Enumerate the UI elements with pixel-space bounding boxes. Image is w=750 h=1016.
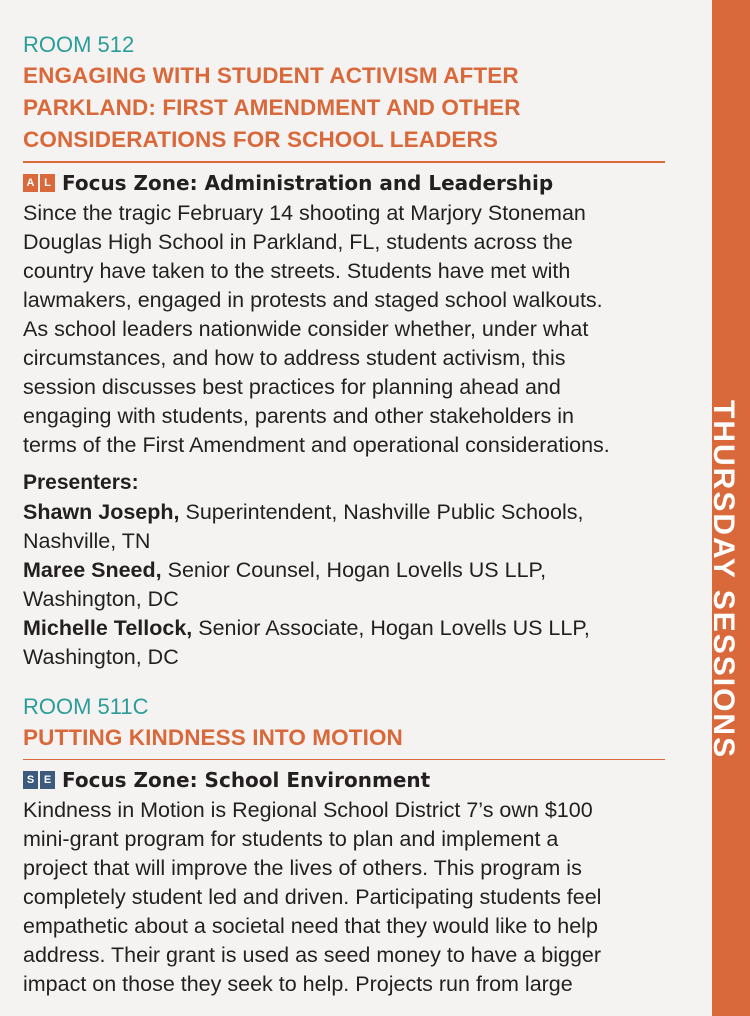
description-line: project that will improve the lives of others. This program is bbox=[23, 856, 582, 880]
section-divider bbox=[23, 161, 665, 163]
focus-zone-label: Focus Zone: Administration and Leadership bbox=[62, 170, 554, 195]
session-title bbox=[23, 60, 673, 156]
presenter-name: Shawn Joseph, bbox=[23, 499, 180, 524]
side-tab-text bbox=[707, 400, 750, 780]
room-label: ROOM 512 bbox=[23, 32, 135, 57]
focus-zone bbox=[23, 766, 673, 794]
session-title bbox=[23, 722, 673, 754]
session-description bbox=[23, 796, 673, 999]
presenter-role: Senior Associate, Hogan Lovells US LLP, bbox=[192, 615, 590, 640]
description-line: mini-grant program for students to plan and implement a bbox=[23, 827, 559, 851]
description-line: address. Their grant is used as seed money to have a bigger bbox=[23, 943, 602, 967]
presenter-line bbox=[23, 556, 673, 585]
title-line: PUTTING KINDNESS INTO MOTION bbox=[23, 724, 403, 750]
badge-letter: L bbox=[40, 174, 55, 192]
presenter-location: Washington, DC bbox=[23, 586, 179, 611]
presenters-heading: Presenters: bbox=[23, 470, 139, 494]
badge-letter: A bbox=[23, 174, 38, 192]
description-line: country have taken to the streets. Students have met with bbox=[23, 258, 571, 283]
school-environment-icon bbox=[23, 771, 57, 789]
presenter-role: Senior Counsel, Hogan Lovells US LLP, bbox=[161, 557, 547, 582]
presenter-line bbox=[23, 614, 673, 643]
presenter-entry bbox=[23, 556, 673, 614]
focus-zone-label: Focus Zone: School Environment bbox=[62, 768, 431, 792]
room-label: ROOM 511C bbox=[23, 693, 149, 719]
description-line: Since the tragic February 14 shooting at Marjory Stoneman bbox=[23, 200, 586, 225]
description-line: As school leaders nationwide consider whether, under what bbox=[23, 316, 589, 341]
side-tab-label: THURSDAY SESSIONS bbox=[707, 400, 740, 760]
presenter-entry bbox=[23, 498, 673, 556]
session-description bbox=[23, 199, 673, 460]
title-line: PARKLAND: FIRST AMENDMENT AND OTHER bbox=[23, 95, 521, 120]
description-line: terms of the First Amendment and operational considerations. bbox=[23, 432, 610, 457]
presenter-location: Nashville, TN bbox=[23, 528, 151, 553]
presenter-role: Superintendent, Nashville Public Schools, bbox=[179, 499, 584, 524]
badge-letter: S bbox=[23, 771, 38, 789]
description-line: session discusses best practices for planning ahead and bbox=[23, 374, 561, 399]
side-tab bbox=[707, 0, 750, 1016]
title-line: CONSIDERATIONS FOR SCHOOL LEADERS bbox=[23, 127, 498, 152]
description-line: lawmakers, engaged in protests and staged school walkouts. bbox=[23, 287, 603, 312]
administration-leadership-icon bbox=[23, 174, 57, 192]
presenter-line bbox=[23, 498, 673, 527]
page-content bbox=[23, 30, 673, 999]
description-line: empathetic about a societal need that they would like to help bbox=[23, 914, 598, 938]
presenter-entry bbox=[23, 614, 673, 672]
description-line: completely student led and driven. Participating students feel bbox=[23, 885, 602, 909]
focus-zone bbox=[23, 169, 673, 197]
description-line: Douglas High School in Parkland, FL, students across the bbox=[23, 229, 573, 254]
description-line: impact on those they seek to help. Projects run from large bbox=[23, 972, 573, 996]
presenter-location: Washington, DC bbox=[23, 644, 179, 669]
title-line: ENGAGING WITH STUDENT ACTIVISM AFTER bbox=[23, 63, 519, 88]
presenter-name: Michelle Tellock, bbox=[23, 615, 193, 640]
description-line: circumstances, and how to address student activism, this bbox=[23, 345, 566, 370]
badge-letter: E bbox=[40, 771, 55, 789]
presenter-name: Maree Sneed, bbox=[23, 557, 162, 582]
description-line: engaging with students, parents and other stakeholders in bbox=[23, 403, 575, 428]
session-room-511c bbox=[23, 692, 673, 1000]
description-line: Kindness in Motion is Regional School District 7’s own $100 bbox=[23, 798, 593, 822]
session-room-512 bbox=[23, 30, 673, 672]
section-divider bbox=[23, 759, 665, 761]
